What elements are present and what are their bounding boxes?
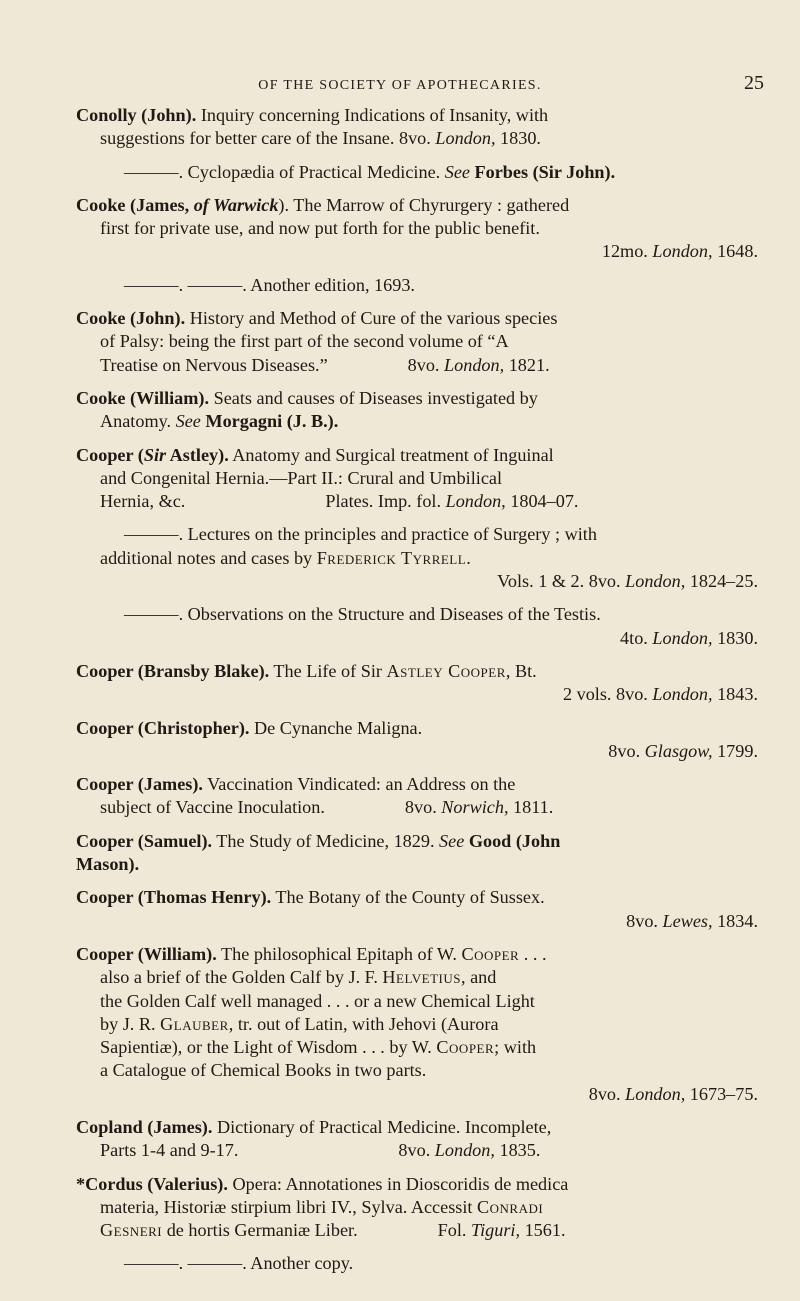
imprint-place: London,	[444, 354, 505, 375]
imprint-place: Glasgow,	[644, 740, 713, 761]
imprint-place: London,	[435, 128, 496, 149]
cross-reference: Morgagni (J. B.).	[200, 411, 339, 432]
entry-heading: Copland (James).	[76, 1116, 213, 1137]
entry-text: Parts 1-4 and 9-17.	[100, 1140, 239, 1161]
person-name: Glauber	[160, 1013, 229, 1034]
format: 8vo.	[626, 910, 663, 931]
entry-text: and Congenital Hernia.—Part II.: Crural and Umbilical	[100, 467, 503, 488]
imprint-place: London,	[652, 241, 713, 262]
imprint-place: London,	[625, 1083, 686, 1104]
imprint-place: Tiguri,	[470, 1220, 521, 1241]
imprint-place: London,	[625, 571, 686, 592]
entry-heading: Cooper (William).	[76, 943, 217, 964]
entry-text: additional notes and cases by	[100, 547, 317, 568]
entry-text: of Palsy: being the first part of the second volume of “A	[100, 331, 509, 352]
entry-text: ———. Lectures on the principles and practice of Surgery ; with	[124, 524, 597, 545]
catalogue-entry	[76, 943, 766, 1106]
format: 12mo.	[601, 241, 653, 262]
catalogue-entry	[76, 773, 766, 820]
format: 4to.	[620, 627, 653, 648]
format: 8vo.	[404, 797, 442, 818]
entry-text: ). The Marrow of Chyrurgery : gathered	[278, 194, 570, 215]
format: 8vo.	[407, 354, 445, 375]
imprint-place: London,	[445, 491, 506, 512]
format: Plates. Imp. fol.	[325, 491, 446, 512]
entry-text: The Botany of the County of Sussex.	[271, 887, 545, 908]
entry-heading: Cooper (Bransby Blake).	[76, 660, 270, 681]
imprint-year: 1804–07.	[505, 491, 579, 512]
catalogue-entry	[76, 1116, 766, 1163]
catalogue-entry	[76, 194, 766, 264]
format: Fol.	[437, 1220, 471, 1241]
person-name: Frederick Tyrrell	[316, 547, 467, 568]
entry-text: ———. ———. Another edition, 1693.	[124, 274, 415, 295]
entry-text: Vaccination Vindicated: an Address on the	[202, 774, 516, 795]
running-title: OF THE SOCIETY OF APOTHECARIES.	[258, 78, 542, 93]
entry-text: Seats and causes of Diseases investigated by	[209, 387, 538, 408]
imprint-year: 1648.	[712, 241, 758, 262]
format: 8vo.	[608, 740, 645, 761]
catalogue-entry	[76, 830, 766, 877]
imprint-year: 1561.	[520, 1220, 566, 1241]
entry-text: Dictionary of Practical Medicine. Incomplete,	[212, 1116, 552, 1137]
entry-heading: Cooper (James).	[76, 774, 203, 795]
catalogue-entry	[76, 274, 766, 297]
entry-text: Sapientiæ), or the Light of Wisdom . . . by W.	[100, 1037, 437, 1058]
catalogue-entry	[76, 603, 766, 650]
entry-text: materia, Historiæ stirpium libri IV., Sylva. Accessit	[100, 1196, 478, 1217]
entry-heading: Cooper (Christopher).	[76, 717, 250, 738]
entry-heading: Conolly (John).	[76, 105, 197, 125]
catalogue-entry	[76, 1173, 766, 1243]
entry-text: .	[466, 547, 471, 568]
catalogue-entries	[76, 104, 766, 1286]
cross-reference: Good (John	[464, 830, 561, 851]
catalogue-entry	[76, 104, 766, 151]
imprint-year: 1835.	[494, 1140, 541, 1161]
entry-text: The Life of Sir	[269, 660, 387, 681]
entry-text: , Bt.	[505, 660, 537, 681]
format: 2 vols. 8vo.	[562, 684, 653, 705]
catalogue-entry	[76, 444, 766, 514]
person-name: Gesneri	[100, 1220, 163, 1241]
format: 8vo.	[588, 1083, 626, 1104]
entry-heading: Cooke (William).	[76, 387, 210, 408]
imprint-year: 1824–25.	[685, 571, 758, 592]
imprint-year: 1834.	[712, 910, 758, 931]
catalogue-entry	[76, 660, 766, 707]
entry-text: Treatise on Nervous Diseases.”	[100, 354, 328, 375]
entry-heading: Cooper (Thomas Henry).	[76, 887, 272, 908]
format: 8vo.	[398, 1140, 435, 1161]
entry-text: , tr. out of Latin, with Jehovi (Aurora	[228, 1013, 499, 1034]
person-name: Cooper	[436, 1037, 495, 1058]
catalogue-entry	[76, 307, 766, 377]
entry-text: History and Method of Cure of the various species	[185, 308, 558, 329]
entry-text: ———. ———. Another copy.	[124, 1253, 354, 1274]
entry-text: by J. R.	[100, 1013, 161, 1034]
cross-reference: Forbes (Sir John).	[469, 161, 616, 182]
entry-text: first for private use, and now put forth for the public benefit.	[100, 218, 540, 239]
catalogue-entry	[76, 523, 766, 593]
catalogue-entry	[76, 161, 766, 184]
entry-heading: Cooper (Samuel).	[76, 830, 213, 851]
imprint-year: 1830.	[495, 128, 541, 149]
imprint-place: London,	[652, 684, 713, 705]
person-name: Helvetius	[382, 967, 461, 988]
imprint-place: London,	[652, 627, 713, 648]
catalogue-entry	[76, 387, 766, 434]
entry-text: ———. Cyclopædia of Practical Medicine.	[124, 161, 445, 182]
person-name: Conradi	[477, 1196, 544, 1217]
catalogue-entry	[76, 886, 766, 933]
entry-text: . . .	[519, 943, 547, 964]
entry-text: ; with	[494, 1037, 537, 1058]
entry-text: de hortis Germaniæ Liber.	[162, 1220, 358, 1241]
catalogue-entry	[76, 1252, 766, 1275]
entry-text: The Study of Medicine, 1829.	[212, 830, 440, 851]
entry-heading: Cooper (Sir Astley).	[76, 444, 229, 465]
entry-text: subject of Vaccine Inoculation.	[100, 797, 325, 818]
imprint-year: 1799.	[712, 740, 758, 761]
entry-heading: Cooke (James, of Warwick	[76, 194, 279, 215]
see-reference: See	[175, 411, 201, 432]
entry-text: , and	[460, 967, 497, 988]
cross-reference: Mason).	[76, 854, 140, 875]
entry-text: Opera: Annotationes in Dioscoridis de medica	[227, 1173, 569, 1194]
entry-heading: Cooke (John).	[76, 308, 186, 329]
see-reference: See	[444, 161, 470, 182]
imprint-year: 1811.	[508, 797, 554, 818]
catalogue-entry	[76, 717, 766, 764]
entry-text: suggestions for better care of the Insane. 8vo.	[100, 128, 436, 149]
entry-text: ———. Observations on the Structure and Diseases of the Testis.	[124, 604, 601, 625]
person-name: Astley Cooper	[386, 660, 506, 681]
imprint-year: 1821.	[504, 354, 550, 375]
entry-text: Inquiry concerning Indications of Insanity, with	[196, 105, 549, 125]
entry-heading: *Cordus (Valerius).	[76, 1173, 228, 1194]
imprint-year: 1843.	[712, 684, 758, 705]
imprint-place: London,	[434, 1140, 495, 1161]
person-name: Cooper	[461, 943, 520, 964]
imprint-year: 1830.	[712, 627, 758, 648]
format: Vols. 1 & 2. 8vo.	[497, 571, 626, 592]
entry-text: also a brief of the Golden Calf by J. F.	[100, 967, 383, 988]
imprint-year: 1673–75.	[685, 1083, 758, 1104]
page-number: 25	[744, 72, 764, 94]
entry-text: the Golden Calf well managed . . . or a new Chemical Light	[100, 990, 535, 1011]
entry-text: Hernia, &c.	[100, 491, 186, 512]
entry-text: The philosophical Epitaph of W.	[216, 943, 462, 964]
imprint-place: Norwich,	[441, 797, 509, 818]
entry-text: Anatomy and Surgical treatment of Inguinal	[228, 444, 554, 465]
entry-text: Anatomy.	[100, 411, 176, 432]
entry-text: De Cynanche Maligna.	[249, 717, 423, 738]
see-reference: See	[439, 830, 465, 851]
imprint-place: Lewes,	[662, 910, 713, 931]
entry-text: a Catalogue of Chemical Books in two parts.	[100, 1060, 427, 1081]
